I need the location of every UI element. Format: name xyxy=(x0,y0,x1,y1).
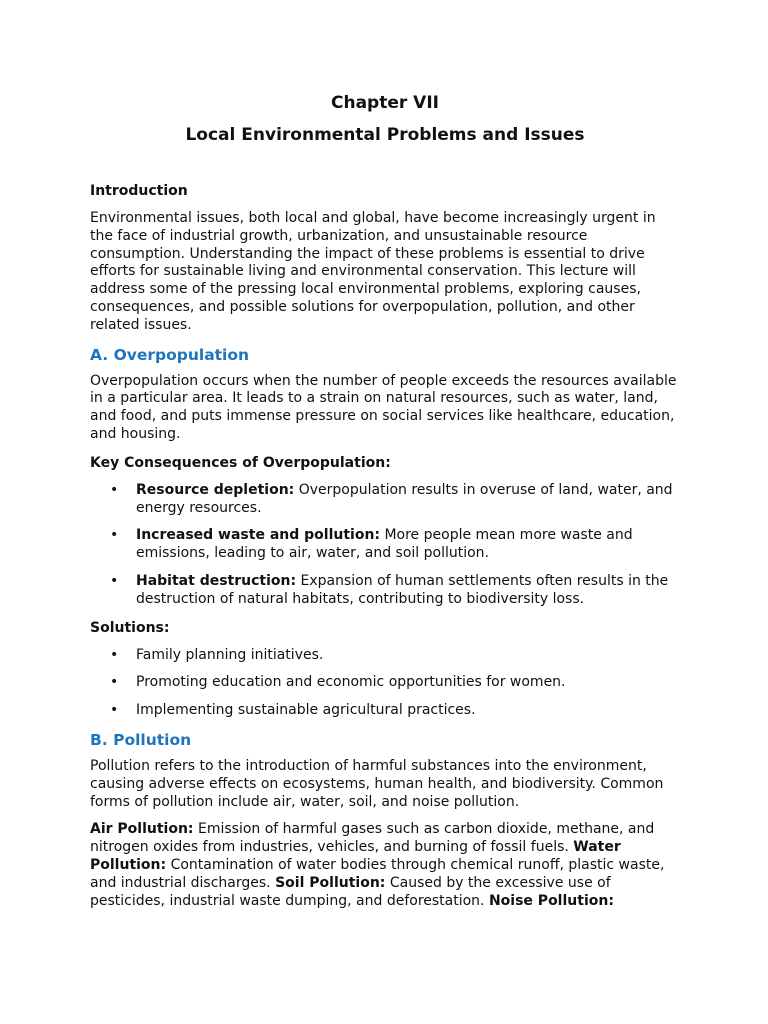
list-item-text: Promoting education and economic opportunities for women. xyxy=(136,674,566,691)
consequences-list xyxy=(90,482,680,609)
bullet-icon: • xyxy=(110,527,119,544)
overpopulation-heading: A. Overpopulation xyxy=(90,345,250,364)
pollution-type-text: Emission of harmful gases such as carbon dioxide, methane, and nitrogen oxides from industries, vehicles, and burning of fossil fuels. xyxy=(90,821,655,856)
bullet-icon: • xyxy=(110,702,119,719)
list-item-term: Resource depletion: xyxy=(136,481,295,498)
pollution-type-term: Air Pollution: xyxy=(90,821,194,838)
pollution-paragraph: Pollution refers to the introduction of harmful substances into the environment, causing adverse effects on ecosystems, human health, and biodiversity. Common forms of pollution include air, water, soil, and noise pollution. xyxy=(90,757,664,810)
solutions-list xyxy=(90,647,680,720)
list-item xyxy=(90,647,680,665)
pollution-type-term: Soil Pollution: xyxy=(275,874,386,891)
pollution-type-text: Contamination of water bodies through chemical runoff, plastic waste, and industrial discharges. xyxy=(90,856,665,891)
list-item-text: Family planning initiatives. xyxy=(136,646,324,663)
pollution-types-paragraph xyxy=(90,821,680,910)
list-item-text: Expansion of human settlements often results in the destruction of natural habitats, contributing to biodiversity loss. xyxy=(136,572,669,607)
list-item-text: Implementing sustainable agricultural practices. xyxy=(136,702,476,719)
introduction-paragraph: Environmental issues, both local and global, have become increasingly urgent in the face of industrial growth, urbanization, and unsustainable resource consumption. Understanding the impact of these problems is essential to drive efforts for sustainable living and environmental conservation. This lecture will address some of the pressing local environmental problems, exploring causes, consequences, and possible solutions for overpopulation, pollution, and other related issues. xyxy=(90,210,656,333)
bullet-icon: • xyxy=(110,572,119,589)
overpopulation-paragraph: Overpopulation occurs when the number of people exceeds the resources available in a particular area. It leads to a strain on natural resources, such as water, land, and food, and puts immense pressure on social services like healthcare, education, and housing. xyxy=(90,372,677,442)
list-item-term: Habitat destruction: xyxy=(136,572,297,589)
list-item-text: Overpopulation results in overuse of land, water, and energy resources. xyxy=(136,481,673,516)
list-item xyxy=(90,527,680,563)
introduction-heading: Introduction xyxy=(90,183,188,199)
list-item xyxy=(90,674,680,692)
list-item xyxy=(90,702,680,720)
list-item xyxy=(90,482,680,518)
list-item-text: More people mean more waste and emissions, leading to air, water, and soil pollution. xyxy=(136,527,633,562)
pollution-type-term: Water Pollution: xyxy=(90,839,621,873)
list-item-term: Increased waste and pollution: xyxy=(136,527,381,544)
pollution-type-term: Noise Pollution: xyxy=(488,892,614,909)
document-content xyxy=(90,92,680,920)
bullet-icon: • xyxy=(110,646,119,663)
bullet-icon: • xyxy=(110,481,119,498)
solutions-heading: Solutions: xyxy=(90,619,170,636)
chapter-number: Chapter VII xyxy=(331,93,439,113)
pollution-heading: B. Pollution xyxy=(90,730,192,749)
list-item xyxy=(90,573,680,609)
chapter-title: Local Environmental Problems and Issues xyxy=(185,125,585,145)
bullet-icon: • xyxy=(110,674,119,691)
consequences-heading: Key Consequences of Overpopulation: xyxy=(90,454,391,471)
pollution-type-text: Caused by the excessive use of pesticides, industrial waste dumping, and deforestation. xyxy=(90,874,611,909)
